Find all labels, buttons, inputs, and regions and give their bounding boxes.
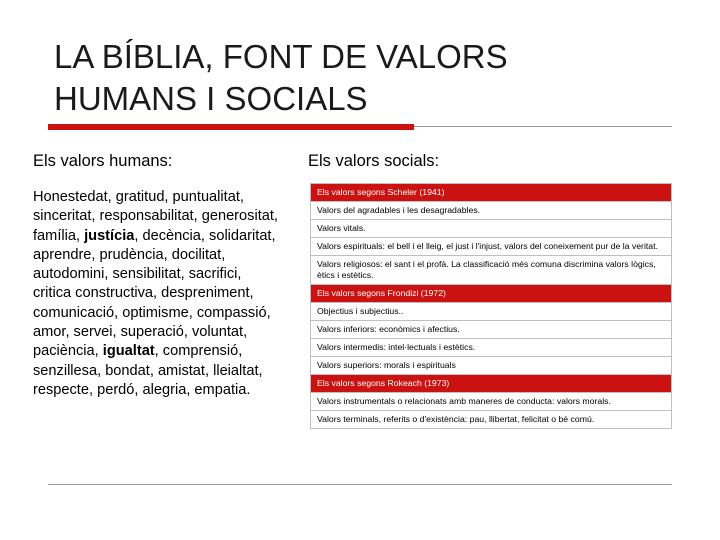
table-row [311,339,672,357]
table-row [311,238,672,256]
bottom-divider [48,484,672,485]
table-row [311,256,672,285]
table-cell: Valors terminals, referits o d'existència: pau, llibertat, felicitat o bé comú. [311,411,672,429]
human-values-bold-igualtat: igualtat [102,343,155,360]
table-row [311,220,672,238]
table-cell-scheler-header: Els valors segons Scheler (1941) [311,184,672,202]
table-cell: Valors espirituals: el bell i el lleig, el just i l'injust, valors del coneixement pur de la veritat. [311,238,672,256]
title-accent-bar [48,124,414,130]
table-row [311,357,672,375]
table-row [311,303,672,321]
table-cell: Valors del agradables i les desagradables. [311,202,672,220]
table-row [311,202,672,220]
table-cell: Valors superiors: morals i espirituals [311,357,672,375]
table-row [311,184,672,202]
human-values-bold-justicia: justícia [84,227,135,244]
table-cell-frondizi-header: Els valors segons Frondizi (1972) [311,285,672,303]
human-values-text-a: Honestedat, gratitud, puntualitat, sinceritat, responsabilitat, generositat, família, [33,189,278,244]
table-cell: Valors inferiors: econòmics i afectius. [311,321,672,339]
human-values-text [33,188,283,400]
table-cell: Valors vitals. [311,220,672,238]
table-cell: Valors intermedis: intel·lectuals i estètics. [311,339,672,357]
table-cell: Valors religiosos: el sant i el profà. La classificació més comuna discrimina valors lògics, ètics i estètics. [311,256,672,285]
social-values-table [310,183,672,429]
title-line-1: LA BÍBLIA, FONT DE VALORS [54,38,508,75]
table-row [311,375,672,393]
page-title [54,36,674,120]
table-row [311,393,672,411]
human-values-heading: Els valors humans: [33,152,173,170]
human-values-text-c: , comprensió, senzillesa, bondat, amistat, lleialtat, respecte, perdó, alegria, empatia. [33,343,263,398]
table-row [311,411,672,429]
table-cell-rokeach-header: Els valors segons Rokeach (1973) [311,375,672,393]
social-values-heading: Els valors socials: [308,152,440,170]
table-cell: Valors instrumentals o relacionats amb maneres de conducta: valors morals. [311,393,672,411]
table-row [311,285,672,303]
human-values-text-b: , decència, solidaritat, aprendre, prudència, docilitat, autodomini, sensibilitat, sacrifici, critica constructiva, despreniment, comunicació, optimisme, compassió, amor, servei, superació, voluntat, paciència, [33,227,276,360]
table-row [311,321,672,339]
table-cell: Objectius i subjectius.. [311,303,672,321]
title-line-2: HUMANS I SOCIALS [54,80,368,117]
